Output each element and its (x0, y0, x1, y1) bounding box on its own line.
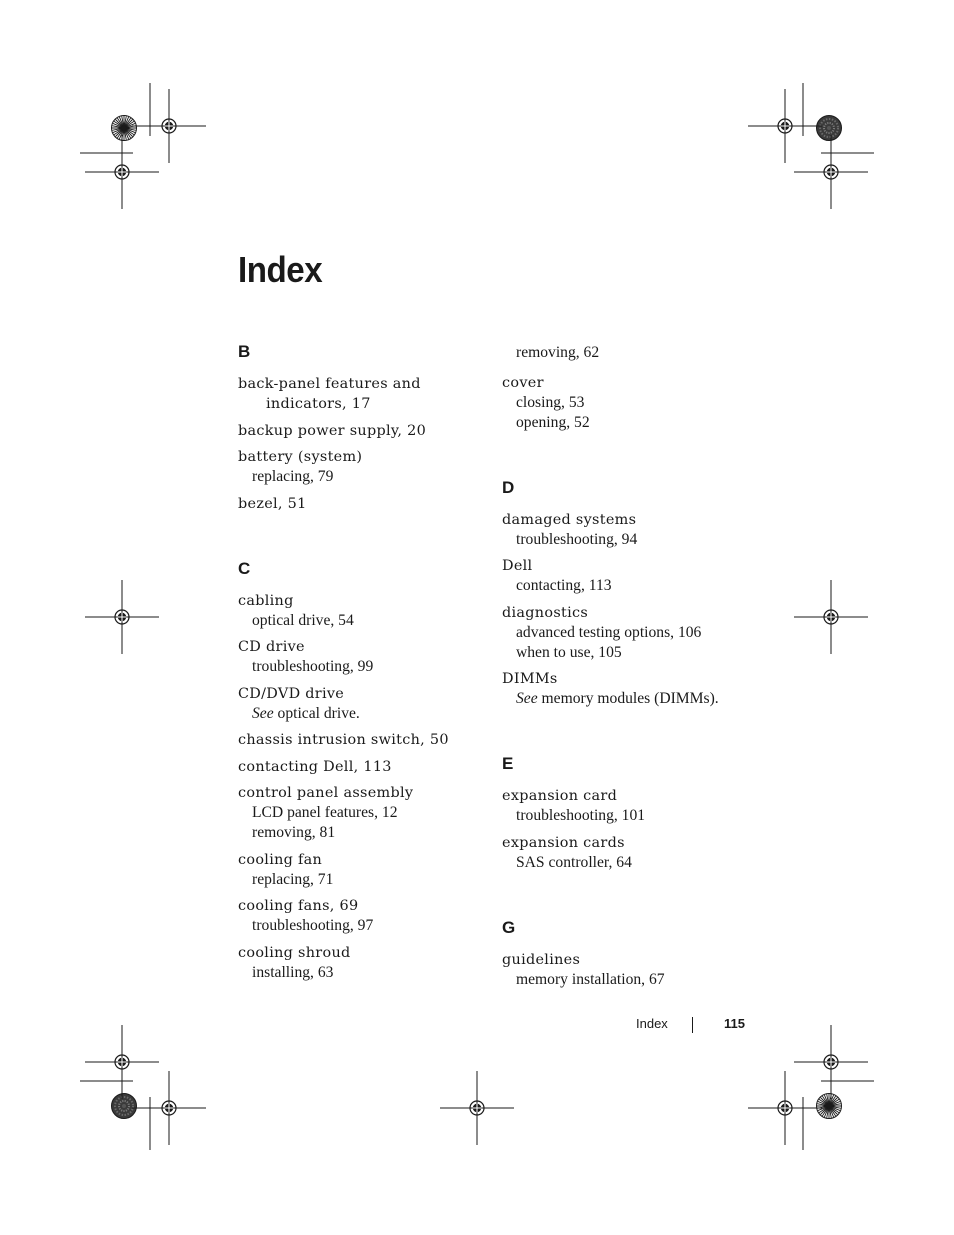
index-entry (238, 421, 488, 441)
index-column-right (502, 340, 752, 1033)
index-subentry: optical drive, 54 (252, 611, 354, 629)
index-section-c (238, 557, 488, 983)
section-letter: E (502, 754, 514, 773)
index-term: contacting Dell, 113 (238, 758, 392, 775)
index-entry (502, 833, 752, 873)
section-letter: D (502, 477, 515, 497)
index-term-continuation: indicators, 17 (266, 396, 371, 412)
index-term: guidelines (502, 951, 581, 968)
index-subentry: memory installation, 67 (516, 970, 665, 988)
index-term: backup power supply, 20 (238, 422, 427, 439)
index-entry (238, 850, 488, 890)
index-subentry: troubleshooting, 99 (252, 658, 374, 675)
index-entry (502, 603, 752, 663)
index-entry (238, 447, 488, 487)
index-term: bezel, 51 (238, 495, 307, 512)
index-subentry: replacing, 71 (252, 870, 334, 888)
index-entry (238, 943, 488, 983)
see-target: memory modules (DIMMs). (541, 690, 719, 707)
index-term: back-panel features and (238, 376, 421, 392)
index-term: cooling shroud (238, 944, 351, 961)
index-term: damaged systems (502, 511, 637, 528)
index-entry (238, 637, 488, 677)
index-subentry: opening, 52 (516, 413, 590, 431)
index-entry (502, 950, 752, 990)
index-subentry: advanced testing options, 106 (516, 623, 702, 641)
page-number: 115 (724, 1016, 745, 1031)
index-term: cooling fan (238, 851, 323, 868)
index-subentry: contacting, 113 (516, 577, 612, 594)
index-section-d (502, 476, 752, 710)
index-term: battery (system) (238, 449, 363, 465)
index-term: cover (502, 374, 544, 391)
index-column-left (238, 340, 488, 1026)
index-entry (502, 556, 752, 596)
index-subentry: installing, 63 (252, 963, 334, 981)
index-term: Dell (502, 558, 533, 574)
index-subentry: replacing, 79 (252, 468, 334, 485)
section-letter: C (238, 558, 251, 578)
index-entry (238, 374, 488, 414)
index-entry (238, 896, 488, 936)
index-term: cabling (238, 592, 294, 609)
index-entry (502, 669, 752, 709)
index-term: control panel assembly (238, 785, 414, 801)
footer-divider (692, 1017, 693, 1033)
section-letter: G (502, 917, 516, 937)
index-subentry: troubleshooting, 101 (516, 807, 646, 824)
index-term: diagnostics (502, 604, 589, 621)
page-title: Index (238, 249, 323, 290)
index-section-c-continued (502, 340, 752, 433)
index-term: expansion card (502, 788, 618, 804)
see-target: optical drive. (277, 704, 360, 722)
index-subentry: troubleshooting, 94 (516, 530, 638, 548)
see-word: See (252, 704, 274, 722)
index-subentry: removing, 81 (252, 824, 336, 841)
see-word: See (516, 690, 538, 707)
index-see-reference (502, 689, 752, 709)
index-section-e (502, 752, 752, 873)
index-entry (238, 684, 488, 724)
index-entry (238, 591, 488, 631)
index-term: cooling fans, 69 (238, 898, 359, 914)
index-entry (502, 373, 752, 433)
index-section-b (238, 340, 488, 514)
index-term: CD/DVD drive (238, 685, 345, 702)
index-entry (238, 783, 488, 843)
index-see-reference (238, 704, 488, 724)
index-term: CD drive (238, 639, 305, 655)
index-entry (502, 510, 752, 550)
index-entry-continued (502, 340, 752, 366)
index-subentry: LCD panel features, 12 (252, 804, 398, 821)
index-entry (238, 494, 488, 514)
index-subentry: removing, 62 (516, 344, 600, 361)
index-entry (238, 730, 488, 750)
index-entry (238, 757, 488, 777)
index-subentry: SAS controller, 64 (516, 853, 632, 871)
index-subentry: when to use, 105 (516, 643, 622, 661)
index-section-g (502, 916, 752, 990)
index-entry (502, 786, 752, 826)
index-term: expansion cards (502, 834, 625, 851)
section-letter: B (238, 342, 251, 361)
index-subentry: closing, 53 (516, 393, 585, 411)
index-term: chassis intrusion switch, 50 (238, 732, 449, 748)
index-subentry: troubleshooting, 97 (252, 917, 374, 934)
index-term: DIMMs (502, 671, 558, 687)
footer-section-label: Index (636, 1016, 668, 1031)
